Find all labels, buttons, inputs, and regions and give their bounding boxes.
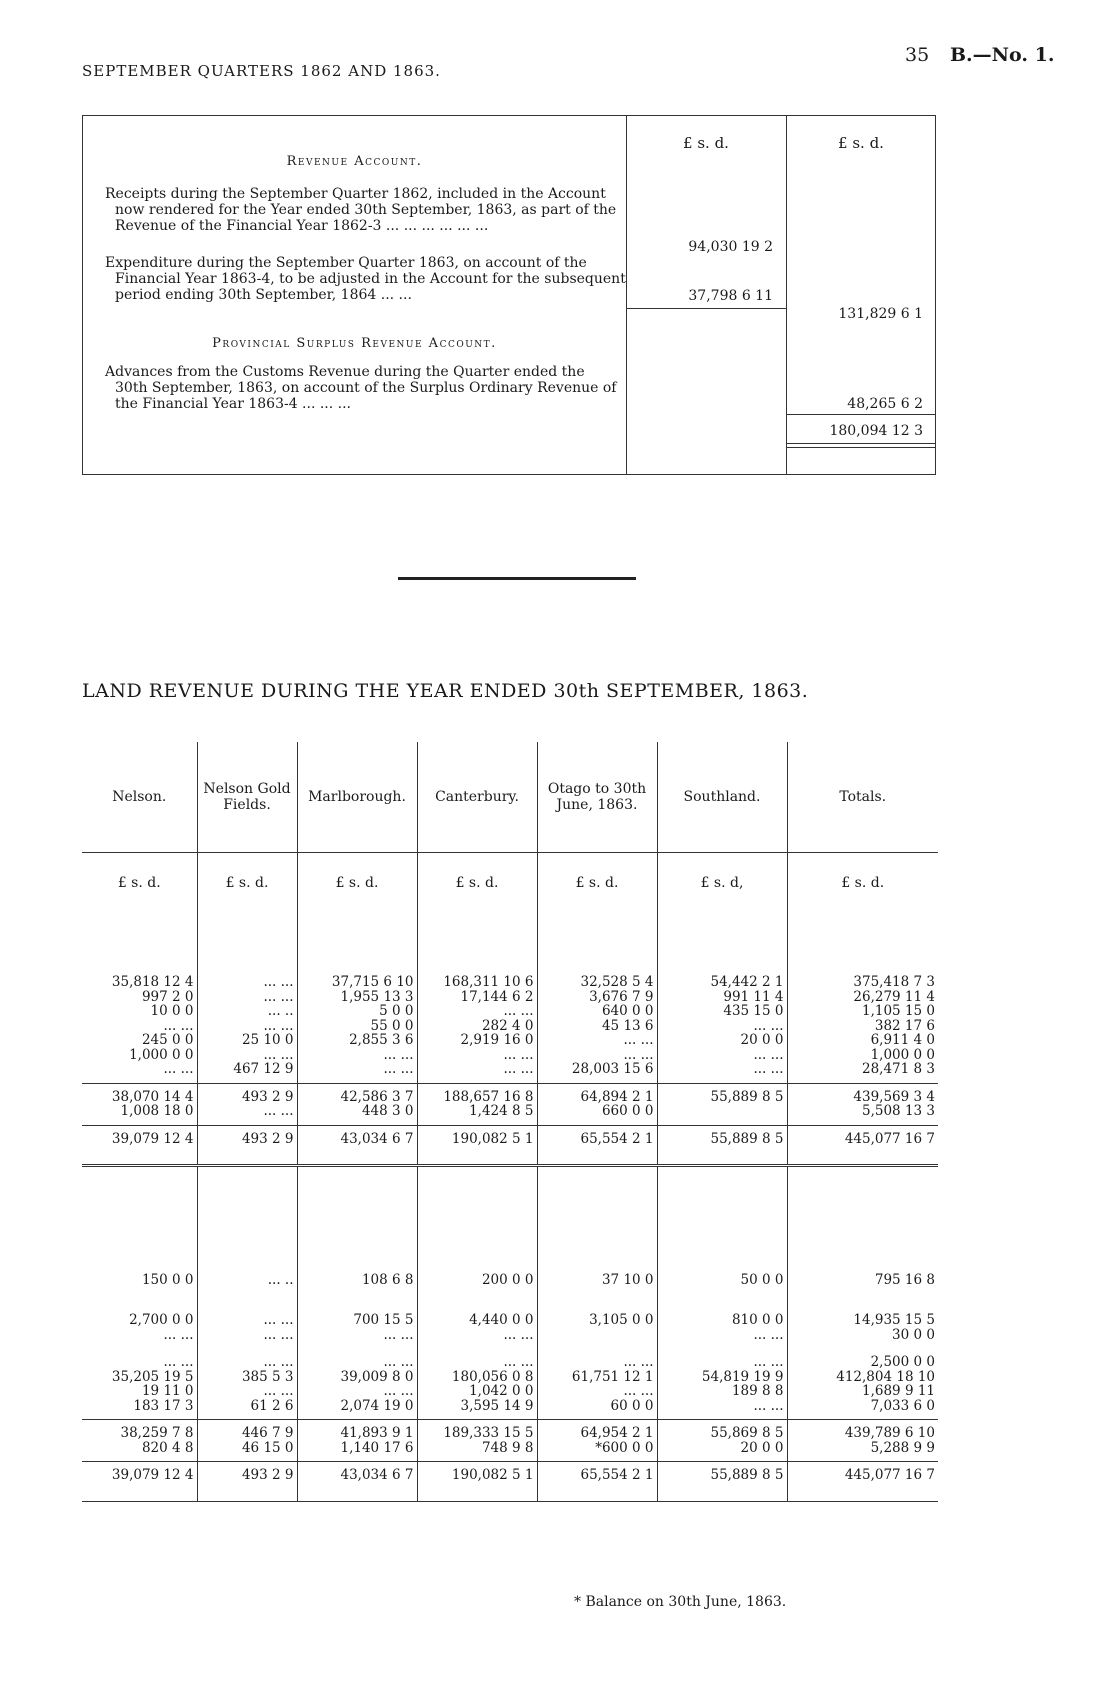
total-double-rule <box>786 447 935 448</box>
total-cell: 493 2 9 <box>197 1462 297 1502</box>
expenditure-cell: ... ... 35,205 19 5 19 11 0 183 17 3 <box>111 1354 194 1414</box>
units-cell: £ s. d. <box>417 853 537 914</box>
units-cell: £ s. d. <box>197 853 297 914</box>
revenue-account-caption: Revenue Account. <box>286 154 423 169</box>
subtotal-cell: 55,869 8 5 20 0 0 <box>657 1420 787 1462</box>
total-cell: 65,554 2 1 <box>537 1462 657 1502</box>
receipts-detail-row <box>82 913 938 1083</box>
expenditure-cell: 700 15 5 ... ... <box>297 1295 417 1345</box>
expenditure-cell: 810 0 0 ... ... <box>657 1295 787 1345</box>
provincial-account-caption: Provincial Surplus Revenue Account. <box>212 336 497 351</box>
total-cell: 65,554 2 1 <box>537 1125 657 1165</box>
receipts-cell: 37,715 6 10 1,955 13 3 5 0 0 55 0 0 2,855 3 6 ... ... ... ... <box>297 913 417 1083</box>
total-cell: 445,077 16 7 <box>787 1125 938 1165</box>
receipts-cell: 35,818 12 4 997 2 0 10 0 0 ... ... 245 0 0 1,000 0 0 ... ... <box>111 974 194 1077</box>
receipts-cell: 375,418 7 3 26,279 11 4 1,105 15 0 382 17 6 6,911 4 0 1,000 0 0 28,471 8 3 <box>787 913 938 1083</box>
expenditure-cell: ... ... 39,009 8 0 ... ... 2,074 19 0 <box>297 1345 417 1420</box>
col-header-nelson-gold-fields: Nelson Gold Fields. <box>197 742 297 853</box>
expenditure-total-row <box>82 1462 938 1502</box>
expenditure-cell: 3,105 0 0 <box>537 1295 657 1345</box>
subtotal-amount: 131,829 6 1 <box>838 306 923 322</box>
col-header-canterbury: Canterbury. <box>417 742 537 853</box>
total-cell: 55,889 8 5 <box>657 1462 787 1502</box>
receipts-total-row <box>82 1125 938 1165</box>
total-cell: 190,082 5 1 <box>417 1125 537 1165</box>
col-header-southland: Southland. <box>657 742 787 853</box>
col-header-marlborough: Marlborough. <box>297 742 417 853</box>
units-cell: £ s. d. <box>297 853 417 914</box>
subtotal-cell: 64,954 2 1 *600 0 0 <box>537 1420 657 1462</box>
expenditure-cell: ... ... 61,751 12 1 ... ... 60 0 0 <box>537 1345 657 1420</box>
units-cell: £ s. d. <box>787 853 938 914</box>
advances-amount: 48,265 6 2 <box>847 396 923 412</box>
grand-total-amount: 180,094 12 3 <box>829 423 923 439</box>
total-cell: 493 2 9 <box>197 1125 297 1165</box>
total-cell: 445,077 16 7 <box>787 1462 938 1502</box>
total-rule <box>786 414 935 415</box>
total-cell: 39,079 12 4 <box>82 1125 197 1165</box>
units-cell: £ s. d. <box>537 853 657 914</box>
subtotal-cell: 446 7 9 46 15 0 <box>197 1420 297 1462</box>
total-cell: 190,082 5 1 <box>417 1462 537 1502</box>
column-divider <box>786 116 787 474</box>
expenditure-row-1 <box>82 1165 938 1295</box>
expenditure-cell: ... ... ... ... <box>197 1295 297 1345</box>
units-cell: £ s. d. <box>82 853 197 914</box>
expenditure-description: Expenditure during the September Quarter 1863, on account of the Financial Year 1863-4, to be adjusted in the Account for the subsequent period ending 30th September, 1864 ... ... <box>105 255 626 303</box>
expenditure-cell: 4,440 0 0 ... ... <box>417 1295 537 1345</box>
expenditure-cell: 14,935 15 5 30 0 0 <box>787 1295 938 1345</box>
receipts-cell: 54,442 2 1 991 11 4 435 15 0 ... ... 20 0 0 ... ... ... ... <box>657 913 787 1083</box>
expenditure-cell: ... .. <box>197 1165 297 1295</box>
expenditure-row-2 <box>82 1295 938 1345</box>
section-separator <box>398 577 636 580</box>
footnote: * Balance on 30th June, 1863. <box>574 1594 787 1610</box>
receipts-subtotal-row <box>82 1083 938 1125</box>
page-number: 35 <box>905 44 930 66</box>
expenditure-cell: 200 0 0 <box>417 1165 537 1295</box>
col-header-otago: Otago to 30th June, 1863. <box>537 742 657 853</box>
subtotal-rule <box>626 308 786 309</box>
revenue-account-box <box>82 115 936 475</box>
expenditure-cell: 2,700 0 0 ... ... <box>129 1312 194 1343</box>
units-cell: £ s. d, <box>657 853 787 914</box>
expenditure-cell: 795 16 8 <box>787 1165 938 1295</box>
receipts-cell: 32,528 5 4 3,676 7 9 640 0 0 45 13 6 ... ... ... ... 28,003 15 6 <box>537 913 657 1083</box>
units-header-2: £ s. d. <box>838 134 884 152</box>
subtotal-cell: 38,070 14 4 1,008 18 0 <box>82 1083 197 1125</box>
column-header-row <box>82 742 938 853</box>
subtotal-cell: 439,789 6 10 5,288 9 9 <box>787 1420 938 1462</box>
land-revenue-title: LAND REVENUE DURING THE YEAR ENDED 30th SEPTEMBER, 1863. <box>82 680 809 702</box>
expenditure-cell: 150 0 0 <box>82 1165 197 1295</box>
expenditure-cell: 108 6 8 <box>297 1165 417 1295</box>
expenditure-cell: ... ... 54,819 19 9 189 8 8 ... ... <box>657 1345 787 1420</box>
receipts-description: Receipts during the September Quarter 1862, included in the Account now rendered for the Year ended 30th September, 1863, as part of the Revenue of the Financial Year 1862-3 ... ... ... ... ... ... <box>105 186 617 234</box>
subtotal-cell: 41,893 9 1 1,140 17 6 <box>297 1420 417 1462</box>
subtotal-cell: 55,889 8 5 <box>657 1083 787 1125</box>
expenditure-cell: 2,500 0 0 412,804 18 10 1,689 9 11 7,033 6 0 <box>787 1345 938 1420</box>
expenditure-cell: ... ... 180,056 0 8 1,042 0 0 3,595 14 9 <box>417 1345 537 1420</box>
total-cell: 43,034 6 7 <box>297 1125 417 1165</box>
units-row <box>82 853 938 914</box>
expenditure-amount: 37,798 6 11 <box>688 288 773 304</box>
subtotal-cell: 188,657 16 8 1,424 8 5 <box>417 1083 537 1125</box>
land-revenue-table <box>82 742 938 1502</box>
col-header-totals: Totals. <box>787 742 938 853</box>
receipts-cell: 168,311 10 6 17,144 6 2 ... ... 282 4 0 2,919 16 0 ... ... ... ... <box>417 913 537 1083</box>
subtotal-cell: 64,894 2 1 660 0 0 <box>537 1083 657 1125</box>
subtotal-cell: 439,569 3 4 5,508 13 3 <box>787 1083 938 1125</box>
subtotal-cell: 42,586 3 7 448 3 0 <box>297 1083 417 1125</box>
advances-description: Advances from the Customs Revenue during the Quarter ended the 30th September, 1863, on account of the Surplus Ordinary Revenue of the Financial Year 1863-4 ... ... ... <box>105 364 617 412</box>
expenditure-row-3 <box>82 1345 938 1420</box>
receipts-cell: ... ... ... ... ... .. ... ... 25 10 0 ... ... 467 12 9 <box>197 913 297 1083</box>
expenditure-subtotal-row <box>82 1420 938 1462</box>
subtotal-cell: 38,259 7 8 820 4 8 <box>82 1420 197 1462</box>
page-header-title: SEPTEMBER QUARTERS 1862 AND 1863. <box>82 62 441 80</box>
subtotal-cell: 189,333 15 5 748 9 8 <box>417 1420 537 1462</box>
total-double-rule <box>786 443 935 444</box>
total-cell: 43,034 6 7 <box>297 1462 417 1502</box>
expenditure-cell: 50 0 0 <box>657 1165 787 1295</box>
units-header-1: £ s. d. <box>683 134 729 152</box>
subtotal-cell: 493 2 9 ... ... <box>197 1083 297 1125</box>
expenditure-cell: 37 10 0 <box>537 1165 657 1295</box>
series-label: B.—No. 1. <box>950 44 1055 66</box>
col-header-nelson: Nelson. <box>112 789 167 805</box>
total-cell: 39,079 12 4 <box>82 1462 197 1502</box>
expenditure-cell: ... ... 385 5 3 ... ... 61 2 6 <box>197 1345 297 1420</box>
receipts-amount: 94,030 19 2 <box>688 239 773 255</box>
total-cell: 55,889 8 5 <box>657 1125 787 1165</box>
